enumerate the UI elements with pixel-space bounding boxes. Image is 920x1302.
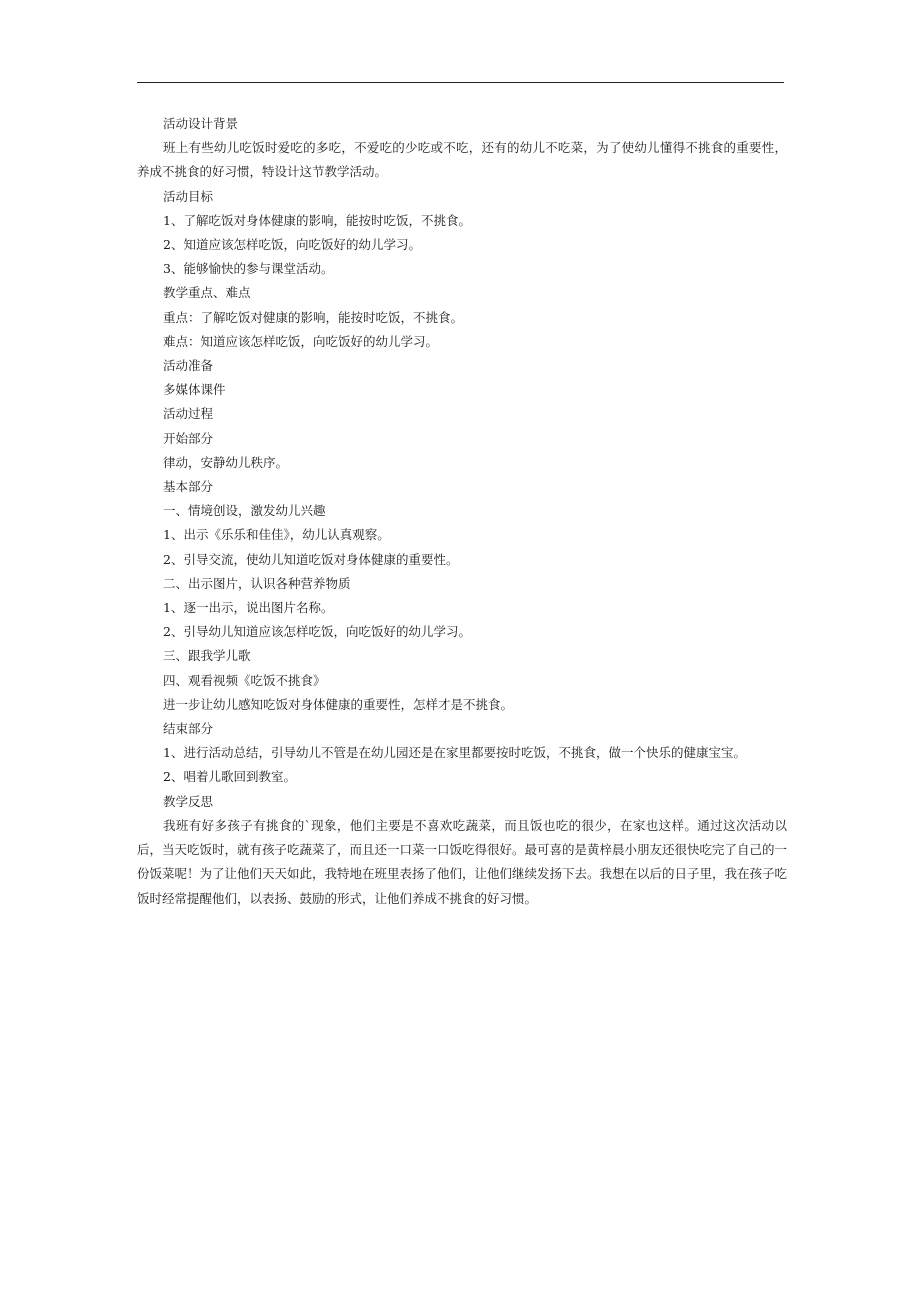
basic-section-4: 四、观看视频《吃饭不挑食》 — [163, 672, 326, 688]
heading-preparation: 活动准备 — [163, 358, 214, 374]
heading-ending: 结束部分 — [163, 721, 214, 737]
paragraph-reflection: 我班有好多孩子有挑食的`现象，他们主要是不喜欢吃蔬菜，而且饭也吃的很少，在家也这样。通过这次活动以后，当天吃饭时，就有孩子吃蔬菜了，而且还一口菜一口饭吃得很好。最可喜的是黄梓晨小朋友还很快吃完了自己的一份饭菜呢！为了让他们天天如此，我特地在班里表扬了他们，让他们继续发扬下去。我想在以后的日子里，我在孩子吃饭时经常提醒他们，以表扬、鼓励的形式，让他们养成不挑食的好习惯。 — [137, 817, 788, 906]
key-point: 重点：了解吃饭对健康的影响，能按时吃饭，不挑食。 — [163, 309, 464, 325]
basic-section-3: 三、跟我学儿歌 — [163, 648, 251, 664]
header-rule — [137, 82, 784, 83]
opening-item: 律动，安静幼儿秩序。 — [163, 454, 289, 470]
heading-basic: 基本部分 — [163, 479, 214, 495]
heading-process: 活动过程 — [163, 406, 214, 422]
basic-section-2-item-2: 2、引导幼儿知道应该怎样吃饭，向吃饭好的幼儿学习。 — [163, 624, 471, 640]
paragraph-background: 班上有些幼儿吃饭时爱吃的多吃，不爱吃的少吃或不吃，还有的幼儿不吃菜，为了使幼儿懂得不挑食的重要性，养成不挑食的好习惯，特设计这节教学活动。 — [137, 140, 787, 180]
goal-item-2: 2、知道应该怎样吃饭，向吃饭好的幼儿学习。 — [163, 237, 421, 253]
heading-opening: 开始部分 — [163, 430, 214, 446]
basic-section-1-item-1: 1、出示《乐乐和佳佳》，幼儿认真观察。 — [163, 527, 390, 543]
heading-key-points: 教学重点、难点 — [163, 285, 251, 301]
basic-section-2-item-1: 1、逐一出示，说出图片名称。 — [163, 600, 334, 616]
basic-section-1-item-2: 2、引导交流，使幼儿知道吃饭对身体健康的重要性。 — [163, 551, 459, 567]
basic-section-2: 二、出示图片，认识各种营养物质 — [163, 575, 351, 591]
preparation-item: 多媒体课件 — [163, 382, 226, 398]
basic-section-1: 一、情境创设，激发幼儿兴趣 — [163, 503, 326, 519]
ending-item-2: 2、唱着儿歌回到教室。 — [163, 769, 296, 785]
difficult-point: 难点：知道应该怎样吃饭，向吃饭好的幼儿学习。 — [163, 333, 439, 349]
heading-reflection: 教学反思 — [163, 793, 214, 809]
heading-background: 活动设计背景 — [163, 116, 239, 131]
heading-goals: 活动目标 — [163, 188, 214, 204]
ending-item-1: 1、进行活动总结，引导幼儿不管是在幼儿园还是在家里都要按时吃饭，不挑食，做一个快乐的健康宝宝。 — [163, 745, 746, 761]
basic-section-4-text: 进一步让幼儿感知吃饭对身体健康的重要性，怎样才是不挑食。 — [163, 696, 514, 712]
document-body — [137, 112, 787, 911]
goal-item-3: 3、能够愉快的参与课堂活动。 — [163, 261, 334, 277]
goal-item-1: 1、了解吃饭对身体健康的影响，能按时吃饭，不挑食。 — [163, 212, 471, 228]
